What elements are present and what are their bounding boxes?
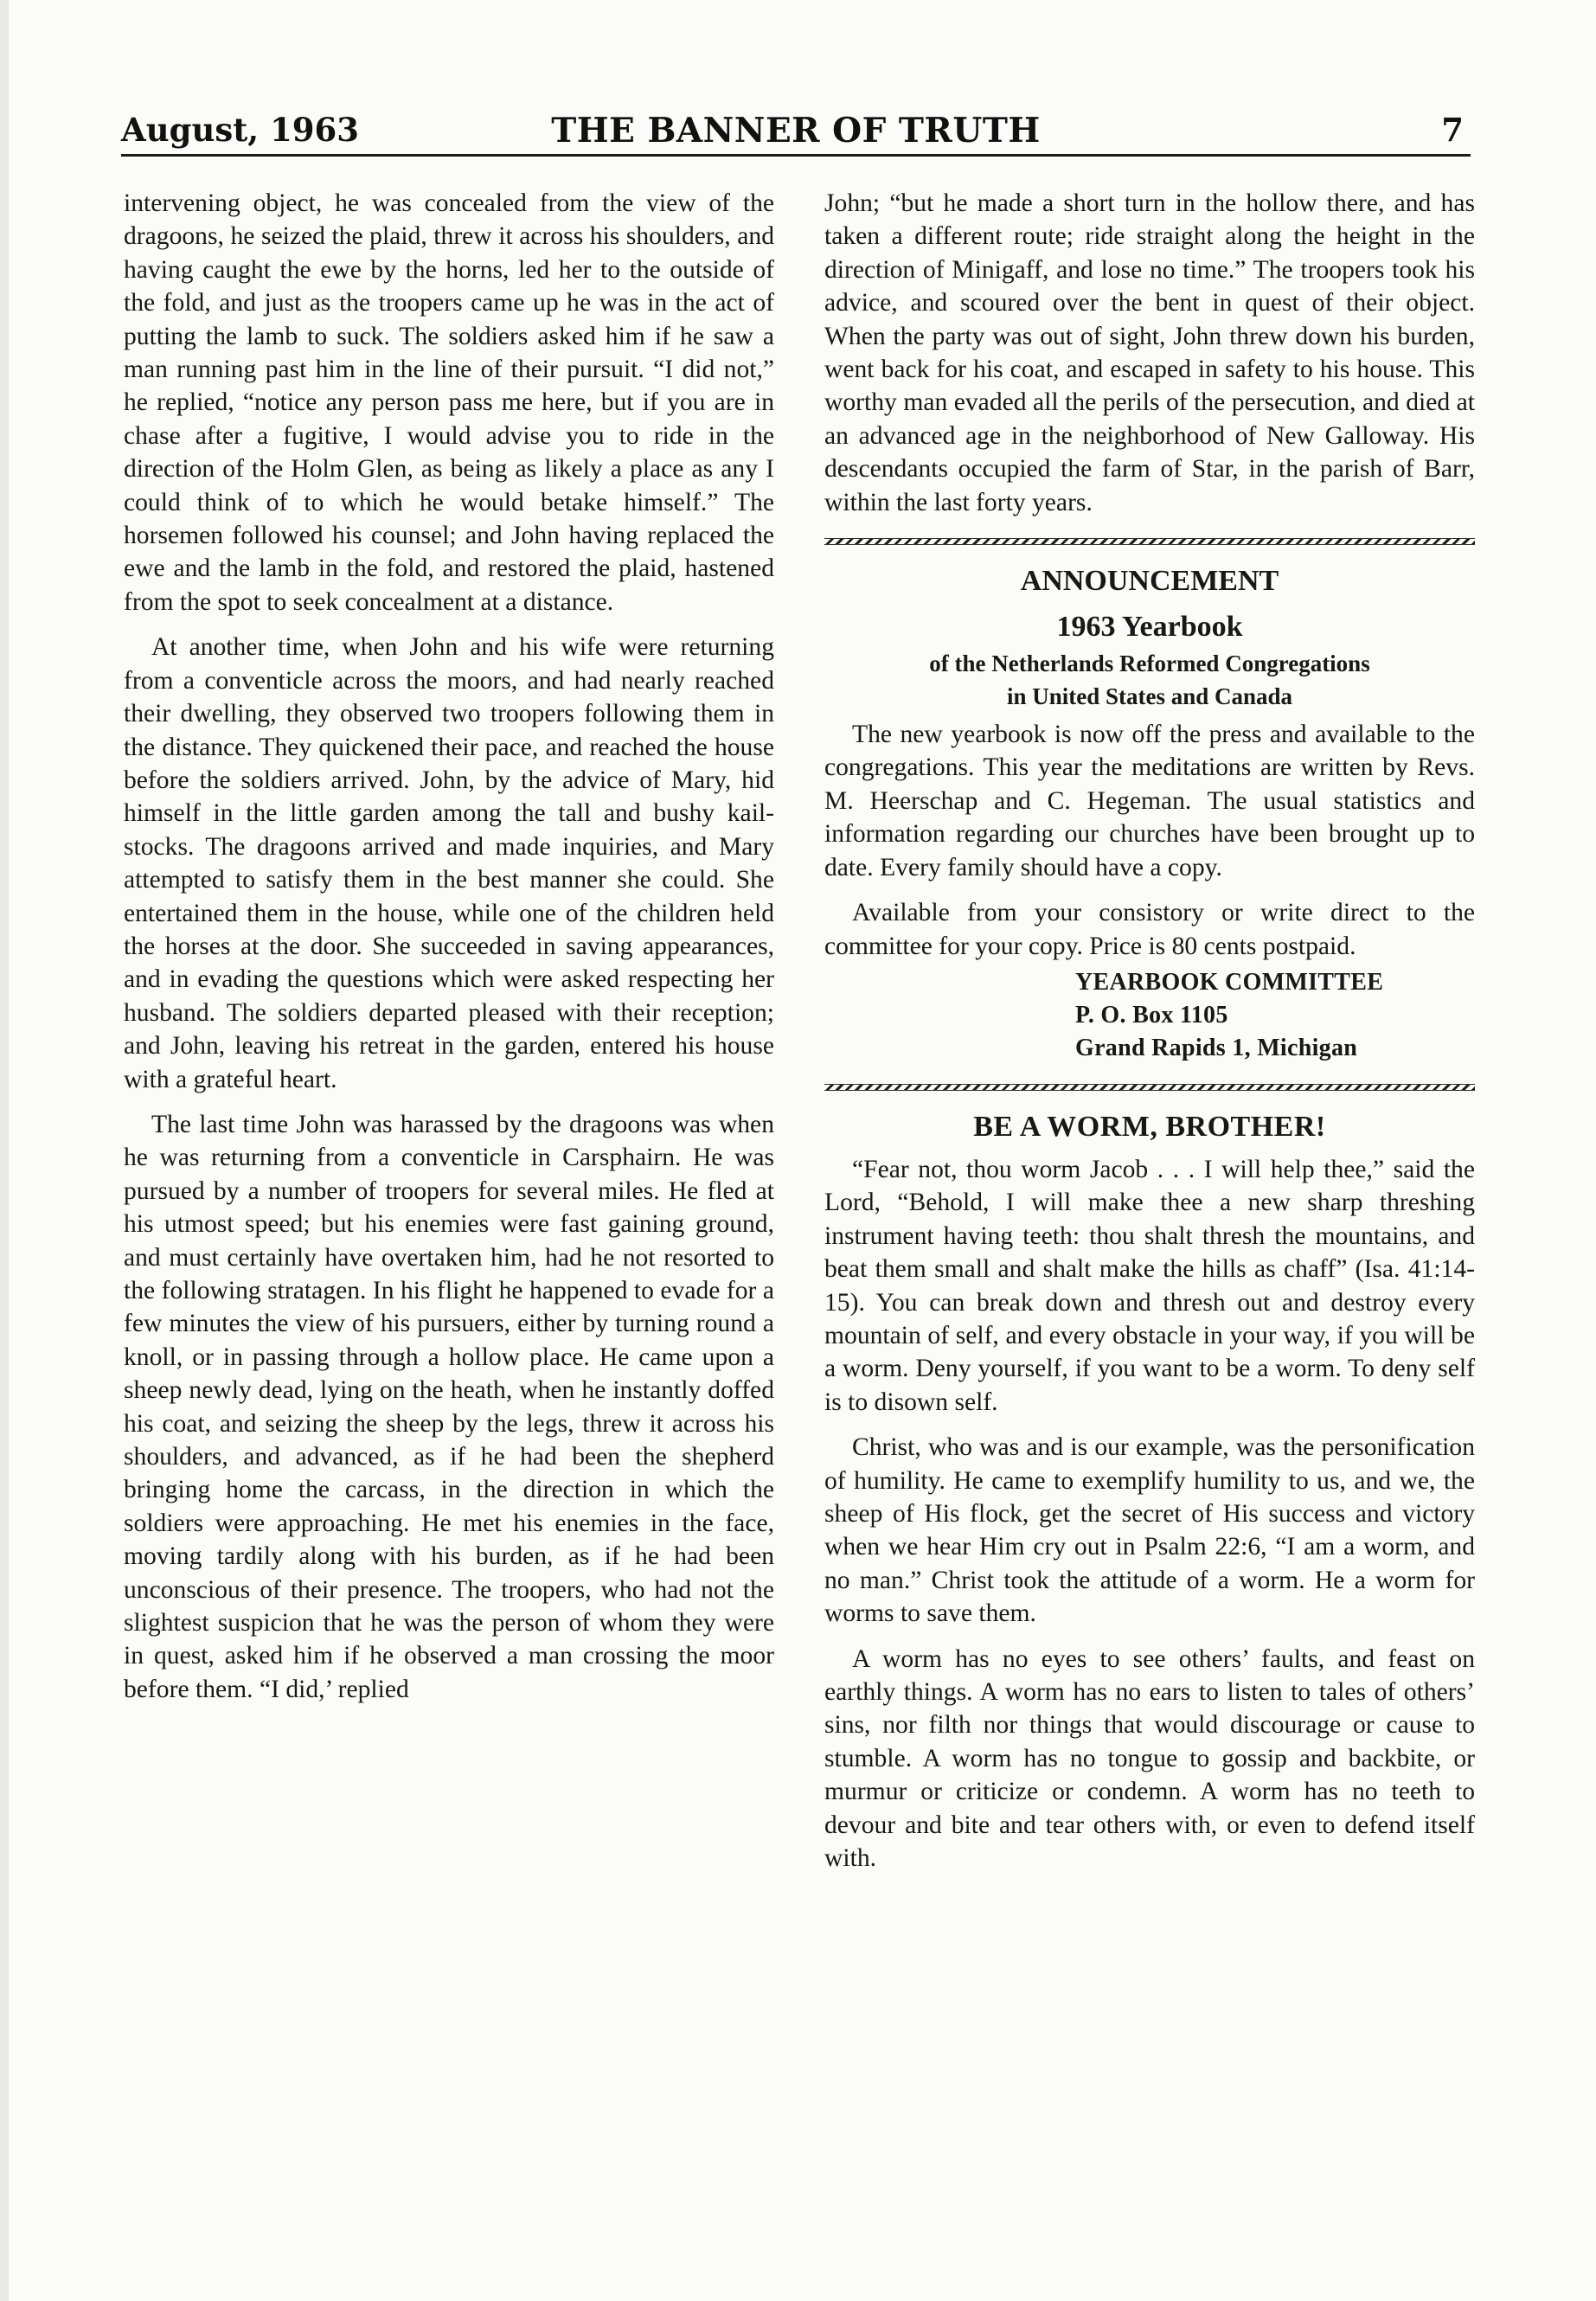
page-header	[121, 111, 1471, 157]
address-line: P. O. Box 1105	[1075, 1001, 1228, 1029]
page-number: 7	[1441, 111, 1464, 149]
address-line: YEARBOOK COMMITTEE	[1075, 968, 1384, 996]
story-continuation: John; “but he made a short turn in the hollow there, and has taken a different route; ride straight along the height in the direction of Minigaff, and lose no time.” The troopers took his advice, and scoured over the bent in quest of their object. When the party was out of sight, John threw down his burden, went back for his coat, and escaped in safety to his house. This worthy man evaded all the perils of the persecution, and died at an advanced age in the neighborhood of New Galloway. His descendants occupied the farm of Star, in the parish of Barr, within the last forty years.	[824, 189, 1475, 516]
section-divider	[824, 1084, 1475, 1091]
story-paragraph: intervening object, he was concealed from the view of the dragoons, he seized the plaid, threw it across his shoulders, and having caught the ewe by the horns, led her to the outside of the fold, and just as the troopers came up he was in the act of putting the lamb to suck. The soldiers asked him if he saw a man running past him in the line of their pursuit. “I did not,” he replied, “notice any person pass me here, but if you are in chase after a fugitive, I would advise you to ride in the direction of the Holm Glen, as being as likely a place as any I could think of to which he would betake himself.” The horsemen followed his counsel; and John having replaced the ewe and the lamb in the fold, and restored the plaid, hastened from the spot to seek concealment at a distance.	[124, 189, 774, 616]
article-paragraph: “Fear not, thou worm Jacob . . . I will help thee,” said the Lord, “Behold, I will make thee a new sharp threshing instrument having teeth: thou shalt thresh the mountains, and beat them small and shalt make the hills as chaff” (Isa. 41:14-15). You can break down and thresh out and destroy every mountain of self, and every obstacle in your way, if you will be a worm. Deny yourself, if you want to be a worm. To deny self is to disown self.	[824, 1155, 1475, 1416]
announcement-paragraph: The new yearbook is now off the press and available to the congregations. This year the meditations are written by Revs. M. Heerschap and C. Hegeman. The usual statistics and information regarding our churches have been brought up to date. Every family should have a copy.	[824, 721, 1475, 881]
address-line: Grand Rapids 1, Michigan	[1075, 1034, 1358, 1061]
announcement-paragraph: Available from your consistory or write direct to the committee for your copy. Price is 80 cents postpaid.	[824, 899, 1475, 960]
left-column	[124, 187, 774, 1706]
publication-title: THE BANNER OF TRUTH	[551, 111, 1041, 151]
announcement-organization-line: in United States and Canada	[1006, 683, 1293, 710]
issue-date: August, 1963	[121, 111, 360, 149]
announcement-section	[824, 562, 1475, 1065]
right-column	[824, 187, 1475, 1875]
worm-article	[824, 1108, 1475, 1875]
announcement-title: ANNOUNCEMENT	[1020, 565, 1279, 598]
page-edge	[0, 0, 9, 2301]
article-paragraph: Christ, who was and is our example, was the personification of humility. He came to exemplify humility to us, and we, the sheep of His flock, get the secret of His success and victory when we hear Him cry out in Psalm 22:6, “I am a worm, and no man.” Christ took the attitude of a worm. He a worm for worms to save them.	[824, 1433, 1475, 1628]
announcement-organization-line: of the Netherlands Reformed Congregations	[929, 651, 1370, 677]
announcement-organization	[824, 647, 1475, 713]
story-paragraph: At another time, when John and his wife were returning from a conventicle across the moors, and had nearly reached their dwelling, they observed two troopers following them in the distance. They quickened their pace, and reached the house before the soldiers arrived. John, by the advice of Mary, hid himself in the little garden among the tall and bushy kail-stocks. The dragoons arrived and made inquiries, and Mary attempted to satisfy them in the best manner she could. She entertained them in the house, while one of the children held the horses at the door. She succeeded in saving appearances, and in evading the questions which were asked respecting her husband. The soldiers departed pleased with their reception; and John, leaving his retreat in the garden, entered his house with a grateful heart.	[124, 633, 774, 1093]
article-title: BE A WORM, BROTHER!	[973, 1110, 1326, 1143]
committee-address	[1075, 966, 1475, 1065]
announcement-subtitle: 1963 Yearbook	[1056, 611, 1243, 644]
article-paragraph: A worm has no eyes to see others’ faults, and feast on earthly things. A worm has no ears to listen to tales of others’ sins, nor filth nor things that would discourage or cause to stumble. A worm has no tongue to gossip and backbite, or murmur or criticize or condemn. A worm has no teeth to devour and bite and tear others with, or even to defend itself with.	[824, 1644, 1475, 1873]
story-paragraph: The last time John was harassed by the dragoons was when he was returning from a conventicle in Carsphairn. He was pursued by a number of troopers for several miles. He fled at his utmost speed; but his enemies were fast gaining ground, and must certainly have overtaken him, had he not resorted to the following stratagen. In his flight he happened to evade for a few minutes the view of his pursuers, either by turning round a knoll, or in passing through a hollow place. He came upon a sheep newly dead, lying on the heath, when he instantly doffed his coat, and seizing the sheep by the legs, threw it across his shoulders, and advanced, as if he had been the shepherd bringing home the carcass, in the direction in which the soldiers were approaching. He met his enemies in the face, moving tardily along with his burden, as if he had been unconscious of their presence. The troopers, who had not the slightest suspicion that he was the person of whom they were in quest, asked him if he observed a man crossing the moor before them. “I did,’ replied	[124, 1110, 774, 1703]
section-divider	[824, 538, 1475, 545]
